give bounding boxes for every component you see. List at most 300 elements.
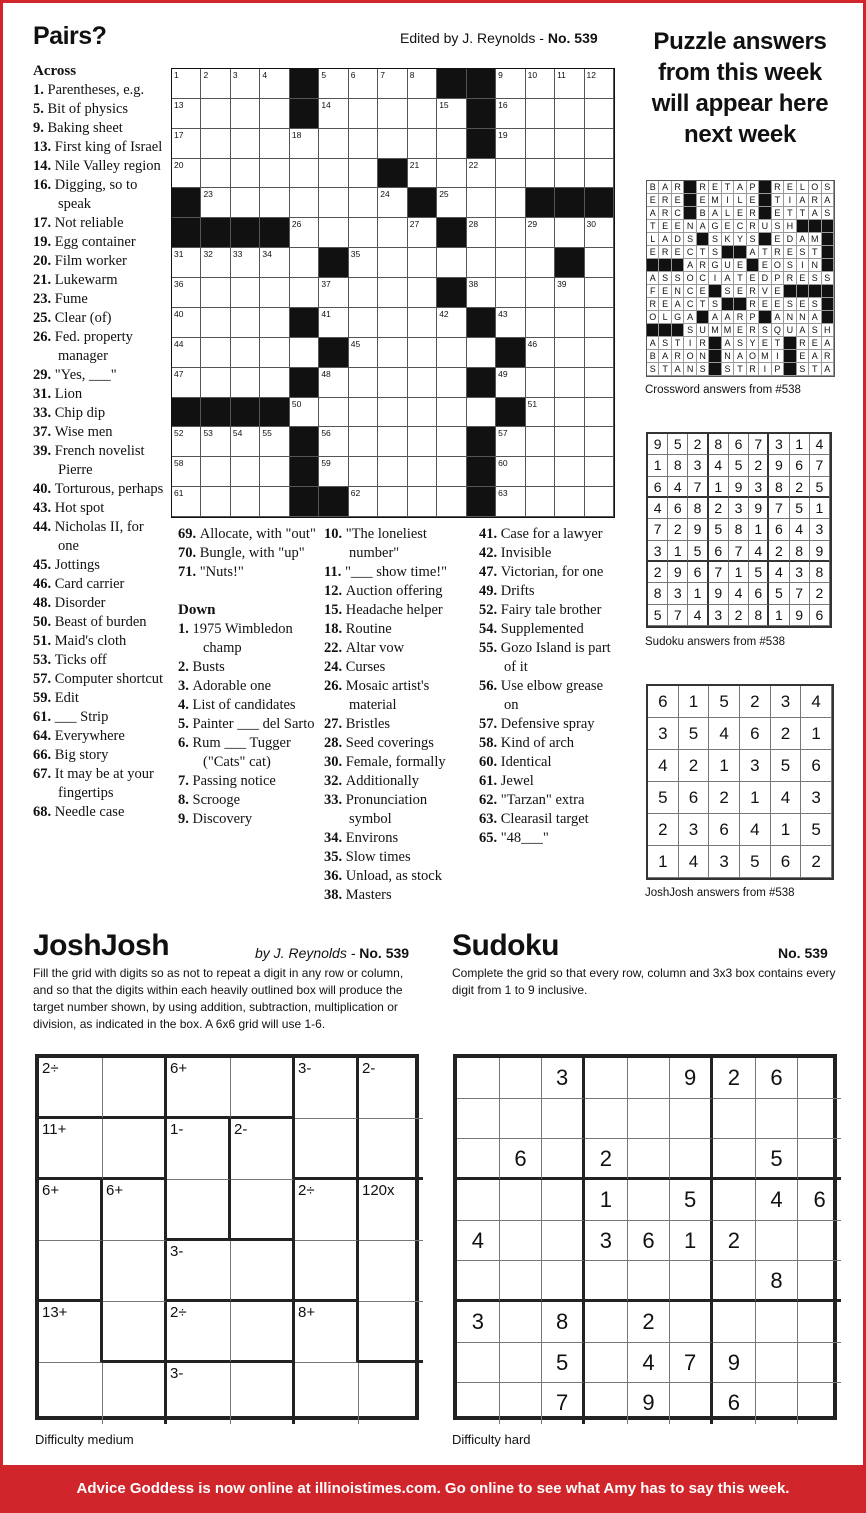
sudoku-cell[interactable] — [585, 1302, 628, 1343]
grid-cell[interactable] — [349, 427, 378, 457]
grid-cell[interactable] — [172, 99, 201, 129]
joshjosh-cell[interactable] — [295, 1180, 359, 1241]
grid-cell[interactable] — [172, 368, 201, 398]
grid-cell[interactable] — [437, 457, 466, 487]
grid-cell[interactable] — [201, 129, 230, 159]
grid-cell[interactable] — [349, 218, 378, 248]
grid-cell[interactable] — [585, 218, 614, 248]
grid-cell[interactable] — [319, 69, 348, 99]
grid-cell[interactable] — [260, 308, 289, 338]
grid-cell[interactable] — [555, 427, 584, 457]
sudoku-cell[interactable]: 4 — [457, 1221, 500, 1262]
sudoku-cell[interactable]: 6 — [756, 1058, 799, 1099]
sudoku-cell[interactable] — [798, 1221, 841, 1262]
joshjosh-cell[interactable] — [231, 1241, 295, 1302]
grid-cell[interactable] — [172, 457, 201, 487]
sudoku-cell[interactable] — [542, 1099, 585, 1140]
grid-cell[interactable] — [408, 159, 437, 189]
grid-cell[interactable] — [496, 427, 525, 457]
sudoku-cell[interactable] — [500, 1383, 543, 1424]
joshjosh-cell[interactable] — [359, 1363, 423, 1424]
grid-cell[interactable] — [526, 427, 555, 457]
joshjosh-cell[interactable] — [103, 1058, 167, 1119]
grid-cell[interactable] — [319, 129, 348, 159]
grid-cell[interactable] — [555, 338, 584, 368]
grid-cell[interactable] — [526, 487, 555, 517]
grid-cell[interactable] — [437, 248, 466, 278]
grid-cell[interactable] — [555, 99, 584, 129]
grid-cell[interactable] — [496, 308, 525, 338]
joshjosh-cell[interactable] — [103, 1302, 167, 1363]
grid-cell[interactable] — [201, 69, 230, 99]
grid-cell[interactable] — [437, 427, 466, 457]
sudoku-cell[interactable]: 6 — [628, 1221, 671, 1262]
grid-cell[interactable] — [408, 487, 437, 517]
grid-cell[interactable] — [467, 338, 496, 368]
grid-cell[interactable] — [231, 368, 260, 398]
grid-cell[interactable] — [585, 308, 614, 338]
grid-cell[interactable] — [172, 487, 201, 517]
grid-cell[interactable] — [201, 368, 230, 398]
grid-cell[interactable] — [201, 188, 230, 218]
grid-cell[interactable] — [319, 427, 348, 457]
grid-cell[interactable] — [260, 69, 289, 99]
joshjosh-cell[interactable] — [167, 1119, 231, 1180]
grid-cell[interactable] — [290, 129, 319, 159]
sudoku-cell[interactable] — [713, 1261, 756, 1302]
sudoku-cell[interactable] — [798, 1058, 841, 1099]
grid-cell[interactable] — [408, 398, 437, 428]
sudoku-cell[interactable] — [457, 1099, 500, 1140]
grid-cell[interactable] — [555, 218, 584, 248]
grid-cell[interactable] — [467, 398, 496, 428]
grid-cell[interactable] — [378, 69, 407, 99]
grid-cell[interactable] — [231, 159, 260, 189]
sudoku-cell[interactable] — [756, 1383, 799, 1424]
sudoku-cell[interactable]: 9 — [670, 1058, 713, 1099]
grid-cell[interactable] — [585, 159, 614, 189]
sudoku-cell[interactable] — [500, 1099, 543, 1140]
grid-cell[interactable] — [467, 159, 496, 189]
grid-cell[interactable] — [290, 188, 319, 218]
grid-cell[interactable] — [526, 99, 555, 129]
sudoku-cell[interactable] — [798, 1383, 841, 1424]
grid-cell[interactable] — [260, 338, 289, 368]
grid-cell[interactable] — [290, 159, 319, 189]
grid-cell[interactable] — [172, 278, 201, 308]
grid-cell[interactable] — [467, 248, 496, 278]
grid-cell[interactable] — [555, 278, 584, 308]
grid-cell[interactable] — [496, 129, 525, 159]
grid-cell[interactable] — [437, 338, 466, 368]
joshjosh-cell[interactable] — [231, 1180, 295, 1241]
sudoku-cell[interactable] — [756, 1099, 799, 1140]
grid-cell[interactable] — [526, 368, 555, 398]
grid-cell[interactable] — [408, 427, 437, 457]
crossword-grid[interactable] — [171, 68, 615, 518]
sudoku-cell[interactable] — [798, 1139, 841, 1180]
grid-cell[interactable] — [290, 338, 319, 368]
grid-cell[interactable] — [408, 338, 437, 368]
sudoku-cell[interactable] — [798, 1343, 841, 1384]
joshjosh-cell[interactable] — [359, 1241, 423, 1302]
joshjosh-cell[interactable] — [39, 1058, 103, 1119]
grid-cell[interactable] — [378, 338, 407, 368]
joshjosh-cell[interactable] — [359, 1058, 423, 1119]
joshjosh-cell[interactable] — [231, 1363, 295, 1424]
grid-cell[interactable] — [585, 427, 614, 457]
grid-cell[interactable] — [319, 278, 348, 308]
joshjosh-cell[interactable] — [39, 1302, 103, 1363]
grid-cell[interactable] — [260, 99, 289, 129]
grid-cell[interactable] — [585, 69, 614, 99]
grid-cell[interactable] — [319, 308, 348, 338]
grid-cell[interactable] — [555, 159, 584, 189]
joshjosh-cell[interactable] — [103, 1180, 167, 1241]
sudoku-cell[interactable]: 5 — [542, 1343, 585, 1384]
joshjosh-cell[interactable] — [231, 1058, 295, 1119]
grid-cell[interactable] — [231, 99, 260, 129]
grid-cell[interactable] — [319, 99, 348, 129]
sudoku-cell[interactable] — [542, 1221, 585, 1262]
grid-cell[interactable] — [201, 248, 230, 278]
grid-cell[interactable] — [172, 427, 201, 457]
sudoku-cell[interactable]: 9 — [713, 1343, 756, 1384]
sudoku-cell[interactable] — [457, 1261, 500, 1302]
sudoku-cell[interactable]: 2 — [628, 1302, 671, 1343]
grid-cell[interactable] — [231, 248, 260, 278]
grid-cell[interactable] — [349, 69, 378, 99]
grid-cell[interactable] — [260, 278, 289, 308]
joshjosh-cell[interactable] — [295, 1363, 359, 1424]
grid-cell[interactable] — [349, 248, 378, 278]
grid-cell[interactable] — [378, 188, 407, 218]
grid-cell[interactable] — [585, 338, 614, 368]
grid-cell[interactable] — [378, 308, 407, 338]
grid-cell[interactable] — [349, 368, 378, 398]
grid-cell[interactable] — [496, 69, 525, 99]
grid-cell[interactable] — [349, 487, 378, 517]
sudoku-grid[interactable] — [453, 1054, 837, 1420]
sudoku-cell[interactable]: 9 — [628, 1383, 671, 1424]
grid-cell[interactable] — [408, 218, 437, 248]
grid-cell[interactable] — [319, 188, 348, 218]
joshjosh-cell[interactable] — [39, 1119, 103, 1180]
sudoku-cell[interactable] — [628, 1261, 671, 1302]
grid-cell[interactable] — [437, 487, 466, 517]
grid-cell[interactable] — [437, 188, 466, 218]
joshjosh-cell[interactable] — [39, 1363, 103, 1424]
grid-cell[interactable] — [526, 129, 555, 159]
grid-cell[interactable] — [585, 278, 614, 308]
grid-cell[interactable] — [585, 368, 614, 398]
sudoku-cell[interactable] — [713, 1180, 756, 1221]
grid-cell[interactable] — [378, 129, 407, 159]
joshjosh-cell[interactable] — [295, 1302, 359, 1363]
sudoku-cell[interactable] — [457, 1383, 500, 1424]
grid-cell[interactable] — [319, 159, 348, 189]
sudoku-cell[interactable] — [628, 1139, 671, 1180]
sudoku-cell[interactable] — [798, 1302, 841, 1343]
sudoku-cell[interactable] — [756, 1343, 799, 1384]
sudoku-cell[interactable] — [670, 1302, 713, 1343]
joshjosh-cell[interactable] — [295, 1119, 359, 1180]
sudoku-cell[interactable] — [457, 1139, 500, 1180]
sudoku-cell[interactable]: 3 — [542, 1058, 585, 1099]
sudoku-cell[interactable] — [670, 1261, 713, 1302]
joshjosh-cell[interactable] — [103, 1363, 167, 1424]
grid-cell[interactable] — [201, 427, 230, 457]
joshjosh-grid[interactable] — [35, 1054, 419, 1420]
grid-cell[interactable] — [201, 99, 230, 129]
grid-cell[interactable] — [585, 248, 614, 278]
sudoku-cell[interactable] — [670, 1099, 713, 1140]
grid-cell[interactable] — [201, 159, 230, 189]
grid-cell[interactable] — [349, 99, 378, 129]
grid-cell[interactable] — [378, 427, 407, 457]
grid-cell[interactable] — [585, 99, 614, 129]
joshjosh-cell[interactable] — [103, 1119, 167, 1180]
sudoku-cell[interactable]: 3 — [585, 1221, 628, 1262]
grid-cell[interactable] — [290, 218, 319, 248]
grid-cell[interactable] — [319, 398, 348, 428]
grid-cell[interactable] — [260, 457, 289, 487]
joshjosh-cell[interactable] — [167, 1241, 231, 1302]
sudoku-cell[interactable]: 3 — [457, 1302, 500, 1343]
grid-cell[interactable] — [408, 308, 437, 338]
grid-cell[interactable] — [467, 278, 496, 308]
grid-cell[interactable] — [172, 69, 201, 99]
sudoku-cell[interactable] — [542, 1139, 585, 1180]
sudoku-cell[interactable] — [628, 1058, 671, 1099]
sudoku-cell[interactable] — [585, 1058, 628, 1099]
grid-cell[interactable] — [437, 99, 466, 129]
grid-cell[interactable] — [496, 278, 525, 308]
grid-cell[interactable] — [349, 308, 378, 338]
sudoku-cell[interactable] — [500, 1221, 543, 1262]
sudoku-cell[interactable] — [670, 1139, 713, 1180]
grid-cell[interactable] — [526, 69, 555, 99]
grid-cell[interactable] — [231, 487, 260, 517]
grid-cell[interactable] — [231, 129, 260, 159]
sudoku-cell[interactable]: 8 — [756, 1261, 799, 1302]
grid-cell[interactable] — [496, 218, 525, 248]
sudoku-cell[interactable]: 6 — [798, 1180, 841, 1221]
joshjosh-cell[interactable] — [167, 1363, 231, 1424]
grid-cell[interactable] — [260, 427, 289, 457]
grid-cell[interactable] — [172, 308, 201, 338]
grid-cell[interactable] — [526, 159, 555, 189]
grid-cell[interactable] — [260, 129, 289, 159]
grid-cell[interactable] — [231, 338, 260, 368]
sudoku-cell[interactable] — [628, 1180, 671, 1221]
sudoku-cell[interactable] — [500, 1180, 543, 1221]
sudoku-cell[interactable]: 2 — [713, 1221, 756, 1262]
grid-cell[interactable] — [231, 427, 260, 457]
joshjosh-cell[interactable] — [167, 1302, 231, 1363]
sudoku-cell[interactable] — [500, 1261, 543, 1302]
sudoku-cell[interactable] — [798, 1261, 841, 1302]
sudoku-cell[interactable]: 5 — [756, 1139, 799, 1180]
grid-cell[interactable] — [585, 457, 614, 487]
grid-cell[interactable] — [290, 248, 319, 278]
grid-cell[interactable] — [378, 487, 407, 517]
grid-cell[interactable] — [496, 248, 525, 278]
grid-cell[interactable] — [231, 188, 260, 218]
grid-cell[interactable] — [526, 278, 555, 308]
grid-cell[interactable] — [408, 457, 437, 487]
grid-cell[interactable] — [231, 278, 260, 308]
grid-cell[interactable] — [555, 69, 584, 99]
grid-cell[interactable] — [585, 487, 614, 517]
grid-cell[interactable] — [496, 159, 525, 189]
sudoku-cell[interactable]: 6 — [713, 1383, 756, 1424]
joshjosh-cell[interactable] — [359, 1302, 423, 1363]
sudoku-cell[interactable] — [628, 1099, 671, 1140]
joshjosh-cell[interactable] — [231, 1119, 295, 1180]
joshjosh-cell[interactable] — [39, 1180, 103, 1241]
joshjosh-cell[interactable] — [295, 1241, 359, 1302]
sudoku-cell[interactable]: 2 — [585, 1139, 628, 1180]
sudoku-cell[interactable]: 1 — [670, 1221, 713, 1262]
grid-cell[interactable] — [231, 308, 260, 338]
sudoku-cell[interactable] — [500, 1302, 543, 1343]
grid-cell[interactable] — [555, 129, 584, 159]
grid-cell[interactable] — [201, 457, 230, 487]
grid-cell[interactable] — [378, 368, 407, 398]
grid-cell[interactable] — [172, 248, 201, 278]
grid-cell[interactable] — [496, 487, 525, 517]
grid-cell[interactable] — [260, 368, 289, 398]
sudoku-cell[interactable]: 1 — [585, 1180, 628, 1221]
grid-cell[interactable] — [349, 457, 378, 487]
sudoku-cell[interactable]: 4 — [628, 1343, 671, 1384]
grid-cell[interactable] — [526, 308, 555, 338]
joshjosh-cell[interactable] — [359, 1180, 423, 1241]
grid-cell[interactable] — [408, 99, 437, 129]
sudoku-cell[interactable]: 8 — [542, 1302, 585, 1343]
grid-cell[interactable] — [585, 129, 614, 159]
sudoku-cell[interactable] — [585, 1261, 628, 1302]
grid-cell[interactable] — [319, 457, 348, 487]
grid-cell[interactable] — [408, 368, 437, 398]
grid-cell[interactable] — [408, 69, 437, 99]
joshjosh-cell[interactable] — [39, 1241, 103, 1302]
grid-cell[interactable] — [231, 457, 260, 487]
grid-cell[interactable] — [378, 278, 407, 308]
sudoku-cell[interactable] — [542, 1180, 585, 1221]
grid-cell[interactable] — [408, 129, 437, 159]
grid-cell[interactable] — [437, 129, 466, 159]
grid-cell[interactable] — [172, 129, 201, 159]
grid-cell[interactable] — [585, 398, 614, 428]
grid-cell[interactable] — [378, 398, 407, 428]
sudoku-cell[interactable] — [798, 1099, 841, 1140]
joshjosh-cell[interactable] — [231, 1302, 295, 1363]
grid-cell[interactable] — [349, 159, 378, 189]
sudoku-cell[interactable] — [542, 1261, 585, 1302]
grid-cell[interactable] — [319, 368, 348, 398]
grid-cell[interactable] — [437, 159, 466, 189]
grid-cell[interactable] — [496, 457, 525, 487]
grid-cell[interactable] — [555, 368, 584, 398]
sudoku-cell[interactable]: 7 — [670, 1343, 713, 1384]
grid-cell[interactable] — [526, 338, 555, 368]
grid-cell[interactable] — [319, 218, 348, 248]
sudoku-cell[interactable] — [713, 1099, 756, 1140]
sudoku-cell[interactable] — [585, 1383, 628, 1424]
grid-cell[interactable] — [260, 248, 289, 278]
grid-cell[interactable] — [555, 398, 584, 428]
grid-cell[interactable] — [349, 278, 378, 308]
grid-cell[interactable] — [201, 338, 230, 368]
grid-cell[interactable] — [172, 159, 201, 189]
grid-cell[interactable] — [260, 188, 289, 218]
sudoku-cell[interactable] — [756, 1302, 799, 1343]
grid-cell[interactable] — [526, 457, 555, 487]
grid-cell[interactable] — [349, 188, 378, 218]
grid-cell[interactable] — [349, 398, 378, 428]
grid-cell[interactable] — [437, 368, 466, 398]
grid-cell[interactable] — [437, 398, 466, 428]
grid-cell[interactable] — [349, 338, 378, 368]
joshjosh-cell[interactable] — [295, 1058, 359, 1119]
grid-cell[interactable] — [555, 308, 584, 338]
grid-cell[interactable] — [408, 248, 437, 278]
sudoku-cell[interactable]: 5 — [670, 1180, 713, 1221]
sudoku-cell[interactable] — [713, 1302, 756, 1343]
grid-cell[interactable] — [378, 248, 407, 278]
grid-cell[interactable] — [496, 368, 525, 398]
grid-cell[interactable] — [408, 278, 437, 308]
grid-cell[interactable] — [378, 99, 407, 129]
sudoku-cell[interactable] — [457, 1343, 500, 1384]
grid-cell[interactable] — [290, 398, 319, 428]
joshjosh-cell[interactable] — [359, 1119, 423, 1180]
grid-cell[interactable] — [437, 308, 466, 338]
grid-cell[interactable] — [496, 99, 525, 129]
grid-cell[interactable] — [349, 129, 378, 159]
grid-cell[interactable] — [378, 218, 407, 248]
grid-cell[interactable] — [378, 457, 407, 487]
sudoku-cell[interactable] — [585, 1099, 628, 1140]
sudoku-cell[interactable]: 2 — [713, 1058, 756, 1099]
grid-cell[interactable] — [467, 188, 496, 218]
grid-cell[interactable] — [290, 278, 319, 308]
grid-cell[interactable] — [467, 218, 496, 248]
grid-cell[interactable] — [260, 159, 289, 189]
grid-cell[interactable] — [172, 338, 201, 368]
sudoku-cell[interactable] — [756, 1221, 799, 1262]
joshjosh-cell[interactable] — [103, 1241, 167, 1302]
sudoku-cell[interactable] — [500, 1343, 543, 1384]
sudoku-cell[interactable] — [585, 1343, 628, 1384]
grid-cell[interactable] — [201, 278, 230, 308]
grid-cell[interactable] — [201, 308, 230, 338]
grid-cell[interactable] — [231, 69, 260, 99]
sudoku-cell[interactable]: 4 — [756, 1180, 799, 1221]
joshjosh-cell[interactable] — [167, 1180, 231, 1241]
grid-cell[interactable] — [496, 188, 525, 218]
sudoku-cell[interactable] — [713, 1139, 756, 1180]
sudoku-cell[interactable] — [670, 1383, 713, 1424]
grid-cell[interactable] — [260, 487, 289, 517]
grid-cell[interactable] — [555, 457, 584, 487]
sudoku-cell[interactable]: 7 — [542, 1383, 585, 1424]
grid-cell[interactable] — [526, 398, 555, 428]
sudoku-cell[interactable] — [500, 1058, 543, 1099]
joshjosh-cell[interactable] — [167, 1058, 231, 1119]
